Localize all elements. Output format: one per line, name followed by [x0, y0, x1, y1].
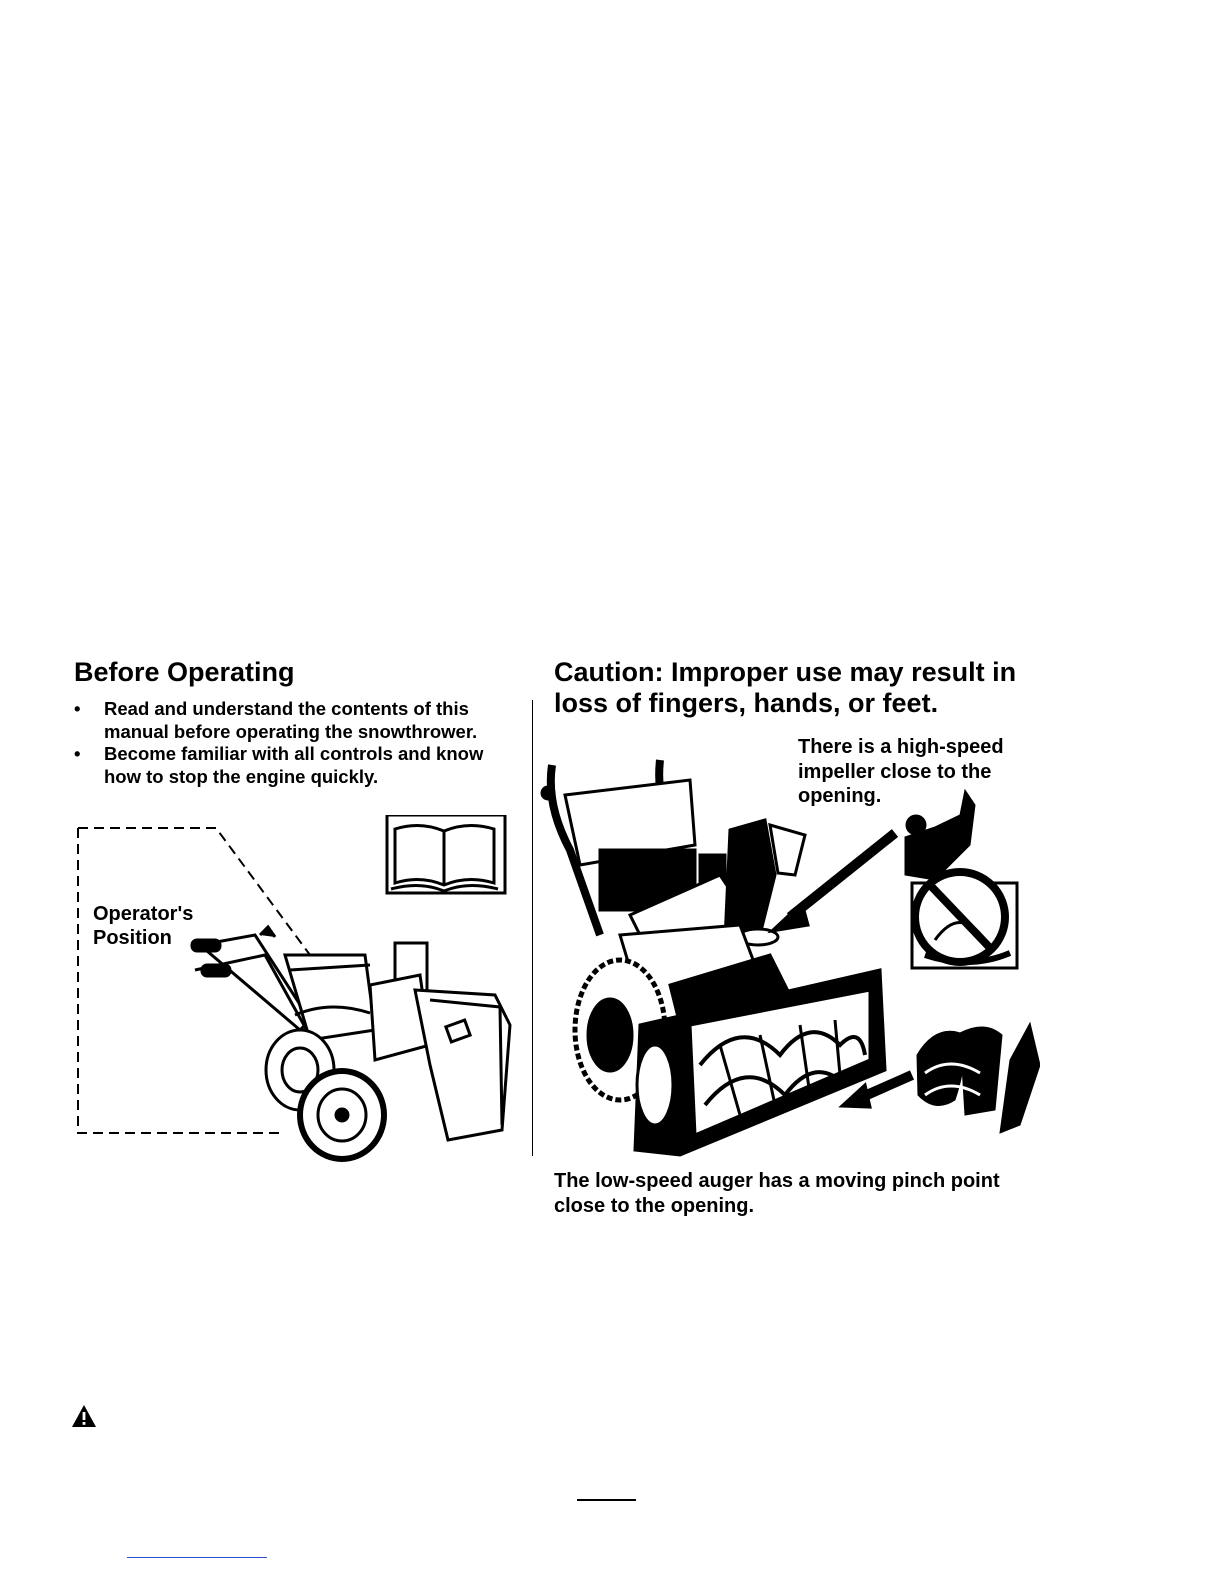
manual-book-icon [387, 815, 505, 893]
hand-pinch-icon [917, 1023, 1040, 1133]
snowthrower-illustration [192, 927, 510, 1159]
warning-triangle-icon [71, 1404, 97, 1428]
operator-position-illustration [70, 815, 515, 1165]
page-number-rule [577, 1499, 636, 1501]
snowthrower-illustration [542, 760, 912, 1155]
operator-position-label: Operator's Position [93, 903, 194, 949]
caution-illustration [540, 755, 1040, 1165]
column-divider [532, 700, 533, 1156]
impeller-warning-text: There is a high-speed impeller close to the opening. [798, 736, 1004, 807]
bullet-text: Become familiar with all controls and know how to stop the engine quickly. [104, 743, 484, 787]
footer-link-underline[interactable] [127, 1557, 267, 1558]
list-item: • Become familiar with all controls and know how to stop the engine quickly. [74, 743, 484, 787]
bullet-text: Read and understand the contents of this manual before operating the snowthrower. [104, 698, 478, 742]
before-operating-heading: Before Operating [74, 657, 295, 687]
auger-warning-text: The low-speed auger has a moving pinch point close to the opening. [554, 1170, 1000, 1217]
before-operating-list [74, 698, 524, 788]
no-hands-in-impeller-icon [905, 790, 1017, 968]
list-item: • Read and understand the contents of this manual before operating the snowthrower. [74, 698, 478, 742]
caution-heading: Caution: Improper use may result in loss of fingers, hands, or feet. [554, 657, 1017, 718]
